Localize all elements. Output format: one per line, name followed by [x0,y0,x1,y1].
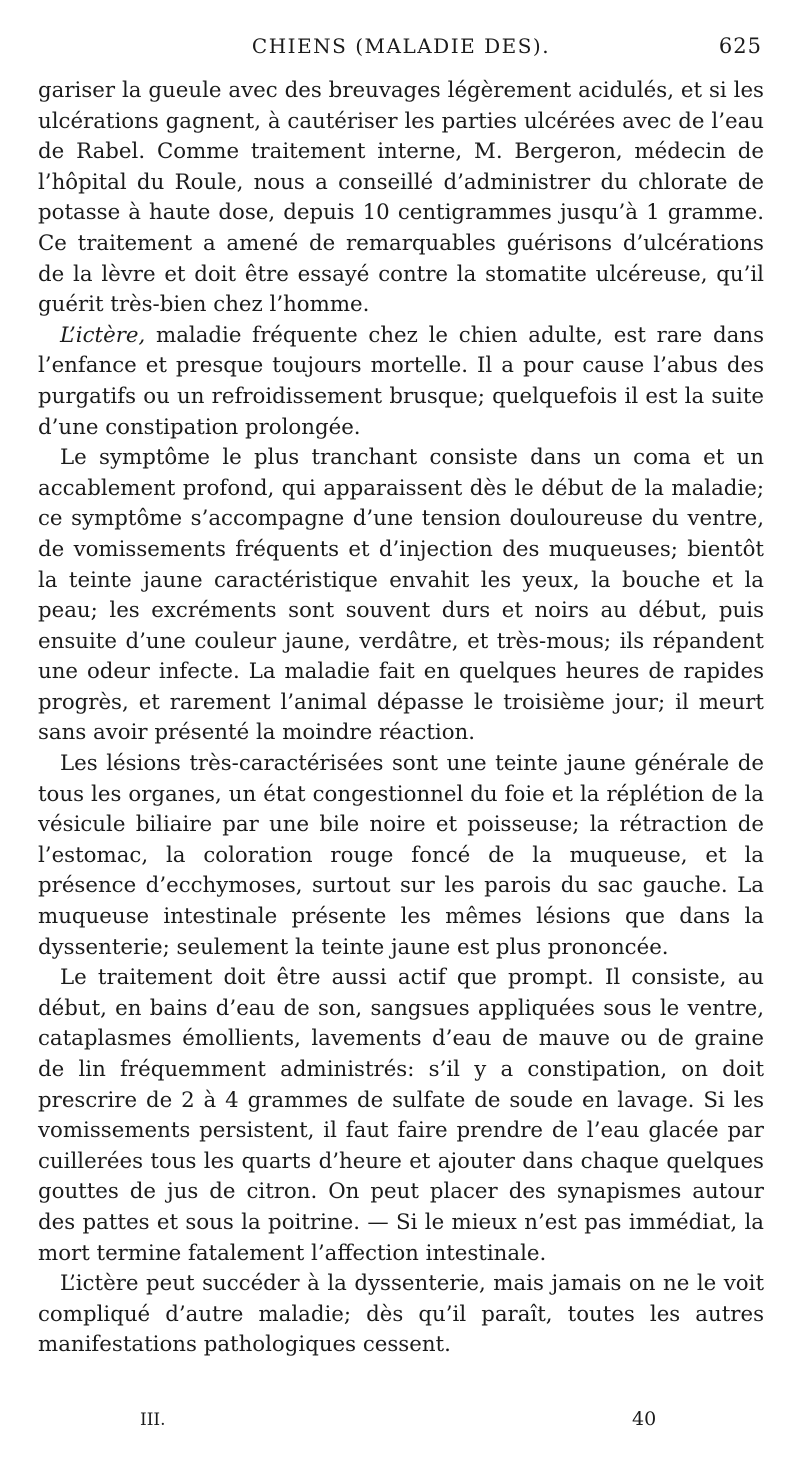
page-footer [0,1406,800,1436]
paragraph-lesions: Les lésions très-caractérisées sont une teinte jaune générale de tous les organes, un état congestionnel du foie et la réplétion de la vésicule biliaire par une bile noire et poisseuse; la rétraction de l’estomac, la coloration rouge foncé de la muqueuse, et la présence d’ecchymoses, surtout sur les parois du sac gauche. La muqueuse intestinale présente les mêmes lésions que dans la dyssenterie; seulement la teinte jaune est plus prononcée. [38,751,764,960]
paragraph-continued: gariser la gueule avec des breuvages légèrement acidulés, et si les ulcérations gagnent, à cautériser les parties ulcérées avec de l’eau de Rabel. Comme traitement interne, M. Bergeron, médecin de l’hôpital du Roule, nous a conseillé d’administrer du chlorate de potasse à haute dose, depuis 10 centigrammes jusqu’à 1 gramme. Ce traitement a amené de remarquables guérisons d’ulcérations de la lèvre et doit être essayé contre la stomatite ulcéreuse, qu’il guérit très-bien chez l’homme. [38,78,764,318]
paragraph-treatment: Le traitement doit être aussi actif que prompt. Il consiste, au début, en bains d’eau de son, sangsues appliquées sous le ventre, cataplasmes émollients, lavements d’eau de mauve ou de graine de lin fréquemment administrés: s’il y a constipation, on doit prescrire de 2 à 4 grammes de sulfate de soude en lavage. Si les vomissements persistent, il faut faire prendre de l’eau glacée par cuillerées tous les quarts d’heure et ajouter dans chaque quelques gouttes de jus de citron. On peut placer des synapismes autour des pattes et sous la poitrine. — Si le mieux n’est pas immédiat, la mort termine fatalement l’affection intestinale. [38,965,764,1266]
sheet-number: 40 [632,1408,657,1430]
text-body [38,76,764,1361]
paragraph-ictere [38,321,764,443]
page-number: 625 [718,34,762,58]
paragraph-text: maladie fréquente chez le chien adulte, est rare dans l’enfance et presque toujours mortelle. Il a pour cause l’abus des purgatifs ou un refroidissement brusque; quelquefois il est la suite d’une constipation prolongée. [38,322,764,440]
paragraph-symptoms: Le symptôme le plus tranchant consiste dans un coma et un accablement profond, qui apparaissent dès le début de la maladie; ce symptôme s’accompagne d’une tension douloureuse du ventre, de vomissements fréquents et d’injection des muqueuses; bientôt la teinte jaune caractéristique envahit les yeux, la bouche et la peau; les excréments sont souvent durs et noirs au début, puis ensuite d’une couleur jaune, verdâtre, et très-mous; ils répandent une odeur infecte. La maladie fait en quelques heures de rapides progrès, et rarement l’animal dépasse le troisième jour; il meurt sans avoir présenté la moindre réaction. [38,445,764,746]
paragraph-lead-term: L’ictère, [60,322,146,348]
running-title: CHIENS (MALADIE DES). [251,34,551,58]
running-head [38,0,764,56]
paragraph-complications: L’ictère peut succéder à la dyssenterie, mais jamais on ne le voit compliqué d’autre maladie; dès qu’il paraît, toutes les autres manifestations pathologiques cessent. [38,1271,764,1358]
signature-mark: III. [140,1410,166,1430]
